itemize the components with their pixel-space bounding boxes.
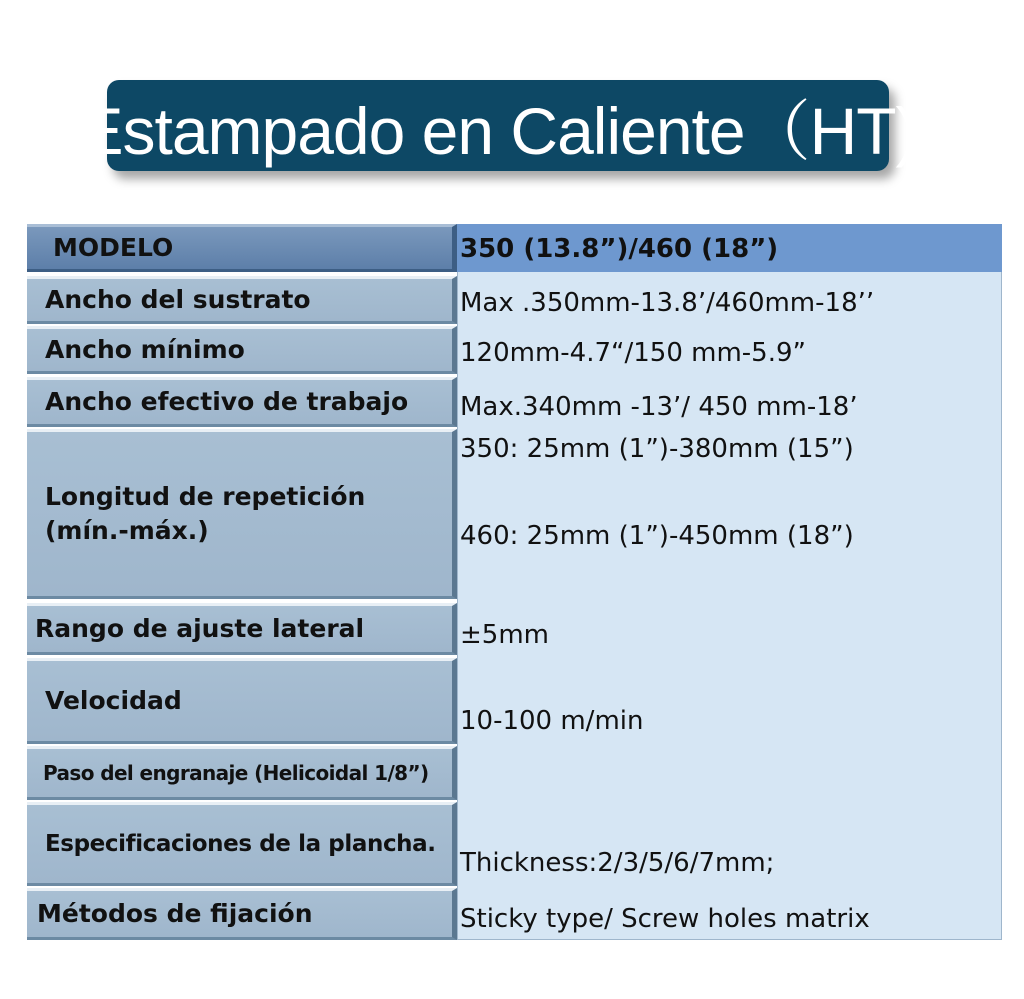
row-label-text: Paso del engranaje (Helicoidal 1/8”) — [43, 761, 429, 785]
values-panel — [457, 224, 1002, 940]
row-label-ancho-sustrato — [27, 276, 457, 324]
row-value-modelo: 350 (13.8”)/460 (18”) — [460, 234, 779, 264]
row-label-text: Métodos de fijación — [37, 899, 313, 928]
row-label-text: Especificaciones de la plancha. — [45, 831, 436, 857]
row-label-velocidad — [27, 658, 457, 744]
row-label-modelo — [27, 224, 457, 272]
row-value-ancho-minimo: 120mm-4.7“/150 mm-5.9” — [460, 338, 806, 368]
row-value-longitud-460: 460: 25mm (1”)-450mm (18”) — [460, 521, 854, 551]
row-value-rango-ajuste: ±5mm — [460, 620, 549, 650]
row-value-ancho-efectivo: Max.340mm -13’/ 450 mm-18’ — [460, 392, 858, 422]
row-value-especificaciones-plancha: Thickness:2/3/5/6/7mm; — [460, 848, 775, 878]
row-label-longitud-repeticion — [27, 429, 457, 599]
row-value-metodos-fijacion: Sticky type/ Screw holes matrix — [460, 904, 870, 934]
spec-table — [27, 224, 1002, 940]
title-banner — [79, 80, 917, 171]
row-label-metodos-fijacion — [27, 888, 457, 940]
row-label-text: Rango de ajuste lateral — [35, 614, 365, 643]
row-label-text: Ancho mínimo — [45, 335, 245, 364]
row-label-text: MODELO — [53, 233, 174, 262]
page-title: Estampado en Caliente（HT) — [79, 94, 917, 168]
row-label-text: Ancho del sustrato — [45, 285, 311, 314]
row-label-ancho-efectivo — [27, 377, 457, 427]
row-label-text: Longitud de repetición (mín.-máx.) — [45, 482, 366, 545]
row-label-especificaciones-plancha — [27, 802, 457, 886]
row-value-velocidad: 10-100 m/min — [460, 706, 644, 736]
row-value-ancho-sustrato: Max .350mm-13.8’/460mm-18’’ — [460, 288, 875, 318]
row-label-text: Ancho efectivo de trabajo — [45, 387, 409, 416]
row-label-text: Velocidad — [45, 686, 182, 715]
row-value-longitud-350: 350: 25mm (1”)-380mm (15”) — [460, 434, 854, 464]
row-label-ancho-minimo — [27, 326, 457, 374]
row-label-paso-engranaje — [27, 746, 457, 800]
row-label-rango-ajuste — [27, 603, 457, 655]
